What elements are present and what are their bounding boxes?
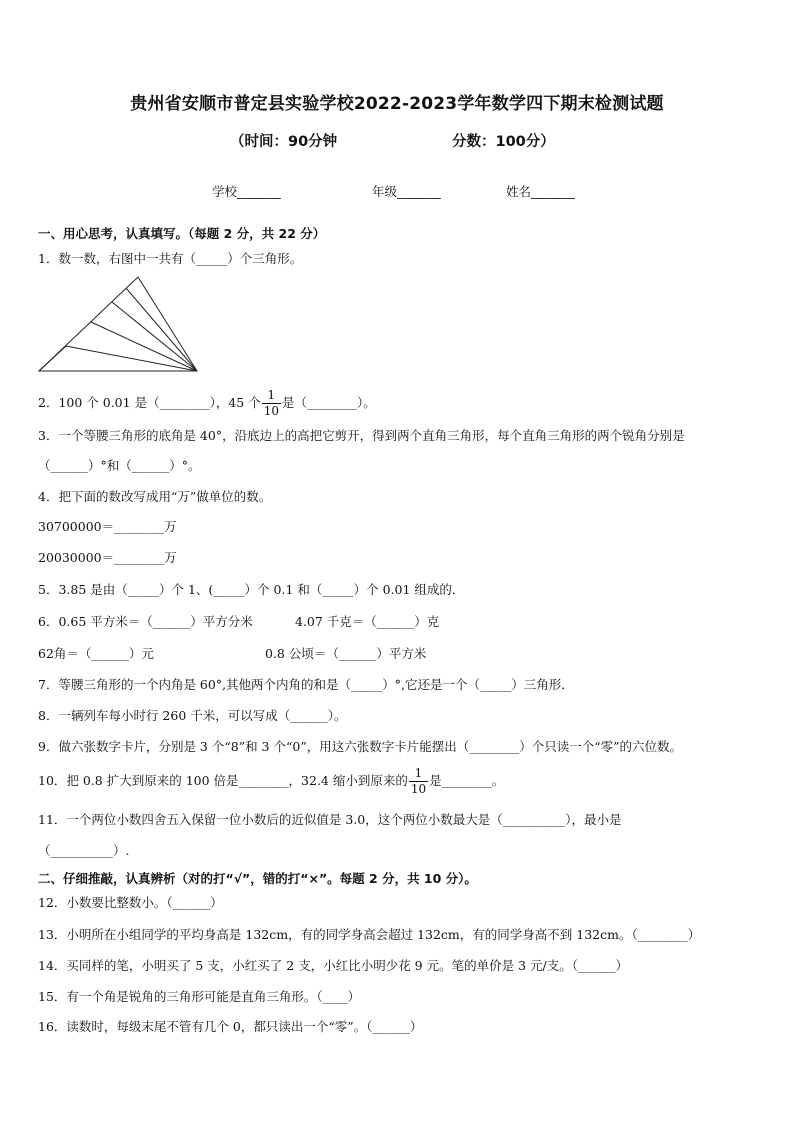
exam-title: 贵州省安顺市普定县实验学校2022-2023学年数学四下期末检测试题: [130, 94, 664, 114]
question-1: 1．数一数，右图中一共有（_____）个三角形。: [38, 251, 303, 266]
question-14: 14．买同样的笔，小明买了 5 支，小红买了 2 支，小红比小明少花 9 元。笔的单价是 3 元/支。（______）: [38, 958, 628, 973]
question-10-part-a: 10．把 0.8 扩大到原来的 100 倍是________，32.4 缩小到原来的: [38, 773, 408, 788]
question-7: 7．等腰三角形的一个内角是 60°,其他两个内角的和是（_____）°,它还是一个（_____）三角形．: [38, 677, 574, 692]
fraction-denominator: 10: [263, 404, 279, 418]
section-1-heading: 一、用心思考，认真填写。（每题 2 分，共 22 分）: [38, 226, 326, 241]
question-2-part-b: 是（________）。: [281, 395, 376, 410]
fraction-numerator: 1: [262, 388, 281, 404]
name-field: 姓名_______: [506, 184, 575, 199]
question-11-line-2: （__________）.: [38, 843, 130, 858]
question-4-b: 20030000＝________万: [38, 550, 177, 565]
fraction-one-tenth: [409, 766, 428, 797]
fraction-denominator: 10: [410, 782, 427, 796]
inner-line: [66, 346, 197, 371]
outer-triangle: [39, 277, 197, 371]
question-12: 12．小数要比整数小。（______）: [38, 895, 223, 910]
school-field: 学校_______: [212, 184, 281, 199]
question-10: [38, 766, 504, 797]
triangle-figure: [38, 275, 198, 373]
question-6-b: 4.07 千克＝（______）克: [295, 614, 440, 629]
question-13: 13．小明所在小组同学的平均身高是 132cm，有的同学身高会超过 132cm，有的同学身高不到 132cm。（________）: [38, 927, 701, 942]
inner-line: [39, 346, 66, 371]
question-6-d: 0.8 公顷＝（______）平方米: [265, 646, 427, 661]
question-16: 16．读数时，每级末尾不管有几个 0，都只读出一个“零”。（______）: [38, 1019, 423, 1034]
question-15: 15．有一个角是锐角的三角形可能是直角三角形。（____）: [38, 989, 361, 1004]
inner-line: [112, 302, 197, 371]
question-4: 4．把下面的数改写成用“万”做单位的数。: [38, 489, 272, 504]
question-6-a: 6．0.65 平方米＝（______）平方分米: [38, 614, 253, 629]
question-9: 9．做六张数字卡片，分别是 3 个“8”和 3 个“0”，用这六张数字卡片能摆出（________）个只读一个“零”的六位数。: [38, 739, 683, 754]
question-5: 5．3.85 是由（_____）个 1、(_____）个 0.1 和（_____）个 0.01 组成的．: [38, 582, 465, 597]
question-3-line-1: 3．一个等腰三角形的底角是 40°，沿底边上的高把它剪开，得到两个直角三角形，每个直角三角形的两个锐角分别是: [38, 428, 685, 443]
question-11-line-1: 11．一个两位小数四舍五入保留一位小数后的近似值是 3.0，这个两位小数最大是（__________），最小是: [38, 812, 622, 827]
question-8: 8．一辆列车每小时行 260 千米，可以写成（______）。: [38, 708, 347, 723]
question-2-part-a: 2．100 个 0.01 是（________），45 个: [38, 395, 261, 410]
question-4-a: 30700000＝________万: [38, 519, 177, 534]
section-2-heading: 二、仔细推敲，认真辨析（对的打“√”，错的打“×”。每题 2 分，共 10 分）。: [38, 871, 477, 886]
question-2: [38, 388, 376, 419]
grade-field: 年级_______: [372, 184, 441, 199]
question-3-line-2: （______）°和（______）°。: [38, 458, 201, 473]
fraction-numerator: 1: [409, 766, 428, 782]
fraction-one-tenth: [262, 388, 281, 419]
question-10-part-b: 是________。: [429, 773, 505, 788]
inner-line: [126, 288, 197, 371]
question-6-c: 62角＝（______）元: [38, 646, 154, 661]
total-score: 分数：100分）: [452, 134, 555, 150]
time-limit: （时间：90分钟: [230, 134, 338, 150]
